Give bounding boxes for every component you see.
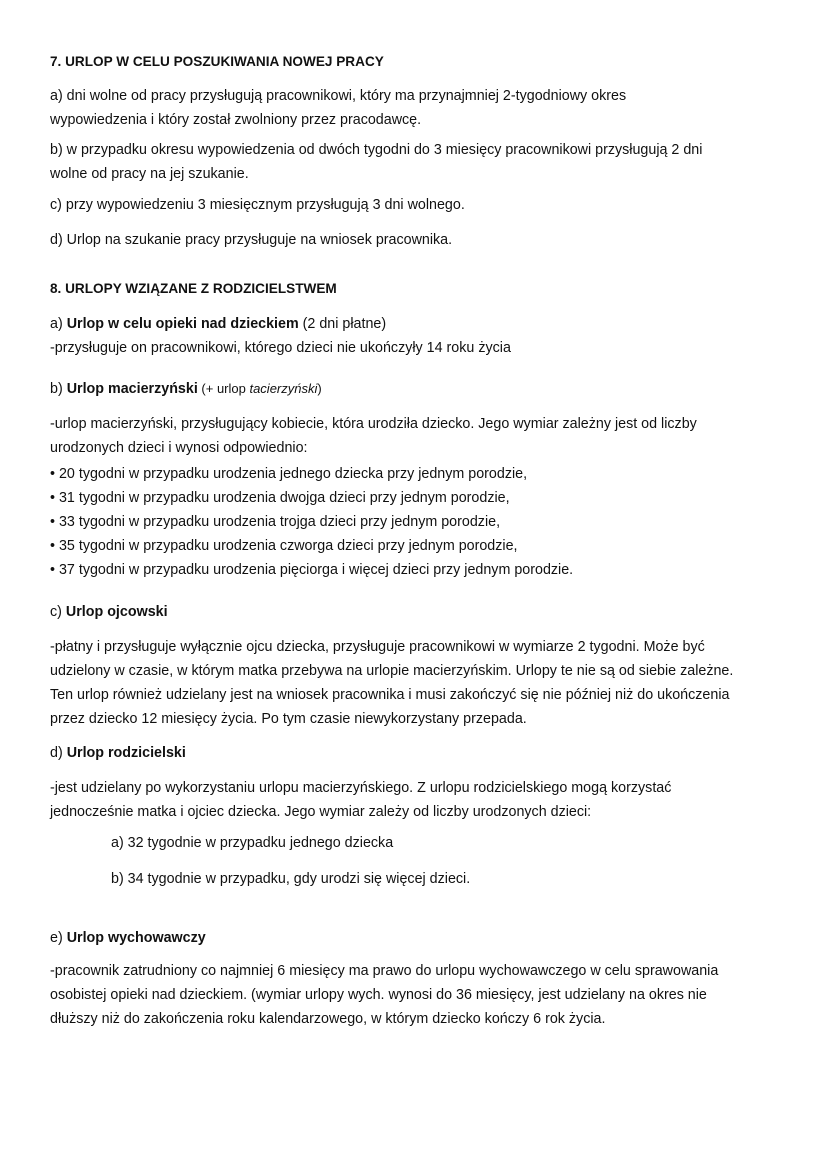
s8-b-suffix xyxy=(198,381,322,396)
s7-b-line-1: b) w przypadku okresu wypowiedzenia od dwóch tygodni do 3 miesięcy pracownikowi przysługują 2 dni xyxy=(50,142,703,158)
s8-d-title-line xyxy=(50,741,186,765)
s8-e-title: Urlop wychowawczy xyxy=(66,930,206,946)
s8-c-title: Urlop ojcowski xyxy=(65,604,168,620)
s8-b-suffix-italic: tacierzyński xyxy=(249,381,318,396)
s8-b-prefix: b) xyxy=(50,381,67,397)
s8-d-text-2: jednocześnie matka i ojciec dziecka. Jego wymiar zależy od liczby urodzonych dzieci: xyxy=(50,804,592,820)
s8-a-suffix: (2 dni płatne) xyxy=(298,316,387,332)
s8-c-text-4: przez dziecko 12 miesięcy życia. Po tym czasie niewykorzystany przepada. xyxy=(50,711,527,727)
s8-b-text-2: urodzonych dzieci i wynosi odpowiednio: xyxy=(50,440,308,456)
s8-b-bullet-1: • 20 tygodni w przypadku urodzenia jednego dziecka przy jednym porodzie, xyxy=(50,466,528,482)
s8-d-text-1: -jest udzielany po wykorzystaniu urlopu macierzyńskiego. Z urlopu rodzicielskiego mogą korzystać xyxy=(50,780,672,796)
s8-a-title: Urlop w celu opieki nad dzieckiem xyxy=(66,316,299,332)
s8-b-bullet-4: • 35 tygodni w przypadku urodzenia czworga dzieci przy jednym porodzie, xyxy=(50,538,518,554)
s8-e-text-3: dłuższy niż do zakończenia roku kalendarzowego, w którym dziecko kończy 6 rok życia. xyxy=(50,1011,606,1027)
s7-a-line-2: wypowiedzenia i który został zwolniony przez pracodawcę. xyxy=(50,112,422,128)
s8-a-title-line xyxy=(50,312,386,336)
s8-b-title: Urlop macierzyński xyxy=(66,381,198,397)
s7-b-line-2: wolne od pracy na jej szukanie. xyxy=(50,166,249,182)
s8-c-text-2: udzielony w czasie, w którym matka przebywa na urlopie macierzyńskim. Urlopy te nie są od siebie zależne. xyxy=(50,663,734,679)
s8-c-prefix: c) xyxy=(50,604,66,620)
s8-e-text-1: -pracownik zatrudniony co najmniej 6 miesięcy ma prawo do urlopu wychowawczego w celu sprawowania xyxy=(50,963,719,979)
s8-d-title: Urlop rodzicielski xyxy=(66,745,186,761)
s8-b-bullet-2: • 31 tygodni w przypadku urodzenia dwojga dzieci przy jednym porodzie, xyxy=(50,490,510,506)
s8-d-prefix: d) xyxy=(50,745,67,761)
s8-e-prefix: e) xyxy=(50,930,67,946)
section-8-heading: 8. URLOPY WZIĄZANE Z RODZICIELSTWEM xyxy=(50,281,337,296)
s8-d-sub-a: a) 32 tygodnie w przypadku jednego dziecka xyxy=(111,835,394,851)
s8-b-bullet-3: • 33 tygodni w przypadku urodzenia trojga dzieci przy jednym porodzie, xyxy=(50,514,501,530)
s8-d-sub-b: b) 34 tygodnie w przypadku, gdy urodzi się więcej dzieci. xyxy=(111,871,471,887)
s8-a-prefix: a) xyxy=(50,316,67,332)
s7-a-line-1: a) dni wolne od pracy przysługują pracownikowi, który ma przynajmniej 2-tygodniowy okres xyxy=(50,88,627,104)
s8-b-text-1: -urlop macierzyński, przysługujący kobiecie, która urodziła dziecko. Jego wymiar zależny jest od liczby xyxy=(50,416,697,432)
section-7-heading: 7. URLOP W CELU POSZUKIWANIA NOWEJ PRACY xyxy=(50,54,384,69)
s8-b-title-line xyxy=(50,377,322,401)
s8-b-bullet-5: • 37 tygodni w przypadku urodzenia pięciorga i więcej dzieci przy jednym porodzie. xyxy=(50,562,574,578)
s7-c-line: c) przy wypowiedzeniu 3 miesięcznym przysługują 3 dni wolnego. xyxy=(50,197,465,213)
s8-b-suffix-close: ) xyxy=(317,381,322,396)
s8-e-text-2: osobistej opieki nad dzieckiem. (wymiar urlopy wych. wynosi do 36 miesięcy, jest udzielany na okres nie xyxy=(50,987,707,1003)
s8-c-text-1: -płatny i przysługuje wyłącznie ojcu dziecka, przysługuje pracownikowi w wymiarze 2 tygodni. Może być xyxy=(50,639,705,655)
s8-a-text: -przysługuje on pracownikowi, którego dzieci nie ukończyły 14 roku życia xyxy=(50,340,511,356)
s7-d-line: d) Urlop na szukanie pracy przysługuje na wniosek pracownika. xyxy=(50,232,453,248)
s8-c-text-3: Ten urlop również udzielany jest na wniosek pracownika i musi zakończyć się nie później niż do ukończenia xyxy=(50,687,730,703)
s8-c-title-line xyxy=(50,600,168,624)
s8-e-title-line xyxy=(50,926,206,950)
s8-b-suffix-plain: (+ urlop xyxy=(197,381,250,396)
